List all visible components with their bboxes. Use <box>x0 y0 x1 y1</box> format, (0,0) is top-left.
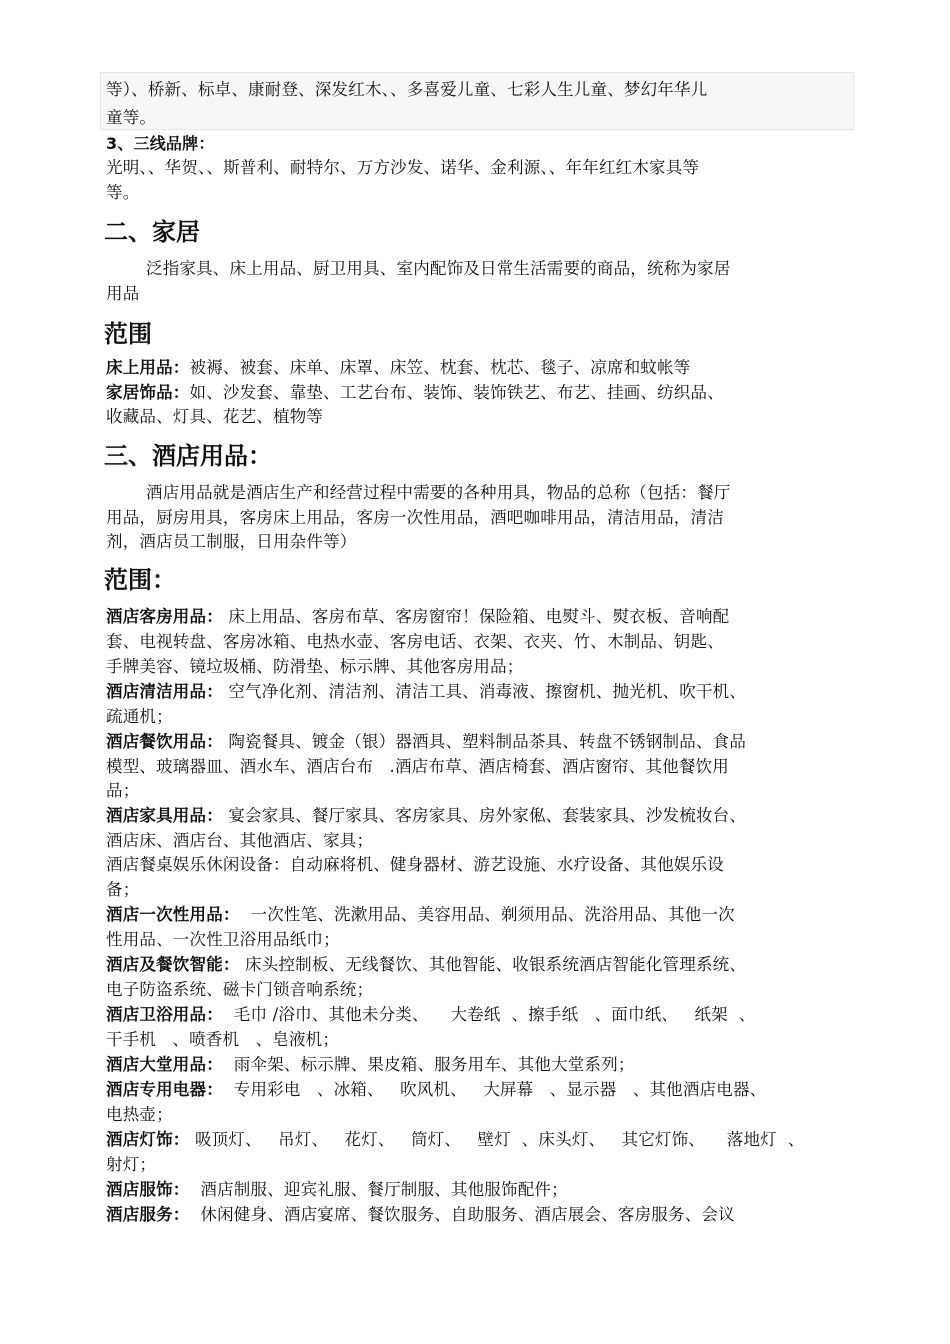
item-text-line: 品； <box>106 781 140 800</box>
item-text-line: 电热壶； <box>106 1105 173 1124</box>
range-item-entertainment: 酒店餐桌娱乐休闲设备：自动麻将机、健身器材、游艺设施、水疗设备、其他娱乐设 <box>106 855 724 874</box>
range-item-decor <box>106 381 724 405</box>
item-text: 空气净化剂、清洁剂、清洁工具、消毒液、擦窗机、抛光机、吹干机、 <box>222 682 747 701</box>
range-item-furniture <box>106 804 746 828</box>
item-label: 酒店一次性用品： <box>106 905 240 924</box>
brand-list-line: 童等。 <box>106 108 157 127</box>
item-text: 雨伞架、标示牌、果皮箱、服务用车、其他大堂系列； <box>222 1055 635 1074</box>
item-text: 毛巾 /浴巾、其他未分类、 大卷纸 、擦手纸 、面巾纸、 纸架 、 <box>222 1005 756 1024</box>
item-label: 酒店清洁用品： <box>106 682 223 701</box>
paragraph-line: 剂，酒店员工制服，日用杂件等） <box>106 532 357 551</box>
item-label: 酒店专用电器： <box>106 1080 223 1099</box>
brand-list-line: 等）、桥新、标卓、康耐登、深发红木、、多喜爱儿童、七彩人生儿童、梦幻年华儿 <box>106 80 708 99</box>
section-heading-home: 二、家居 <box>104 218 200 246</box>
range-item-bathroom <box>106 1003 755 1027</box>
item-text-line: 射灯； <box>106 1155 157 1174</box>
item-text-line: 疏通机； <box>106 707 173 726</box>
range-item-disposable <box>106 903 735 927</box>
item-label: 酒店客房用品： <box>106 607 223 626</box>
item-text: 如、沙发套、靠垫、工艺台布、装饰、装饰铁艺、布艺、挂画、纺织品、 <box>189 383 724 402</box>
range-item-services <box>106 1203 735 1227</box>
range-heading: 范围： <box>104 566 176 594</box>
item-text-line: 套、电视转盘、客房冰箱、电热水壶、客房电话、衣架、衣夹、竹、木制品、钥匙、 <box>106 632 724 651</box>
range-item-apparel <box>106 1178 568 1202</box>
item-text-line: 备； <box>106 880 140 899</box>
range-item-cleaning <box>106 680 746 704</box>
item-label: 酒店卫浴用品： <box>106 1005 223 1024</box>
item-text: 宴会家具、餐厅家具、客房家具、房外家俬、套装家具、沙发梳妆台、 <box>222 806 747 825</box>
range-item-bedding <box>106 356 691 380</box>
item-text: 吸顶灯、 吊灯、 花灯、 筒灯、 壁灯 、床头灯、 其它灯饰、 落地灯 、 <box>189 1130 805 1149</box>
range-item-appliances <box>106 1078 766 1102</box>
paragraph-line: 泛指家具、床上用品、厨卫用具、室内配饰及日常生活需要的商品，统称为家居 <box>146 259 731 278</box>
item-text: 床上用品、客房布草、客房窗帘！保险箱、电熨斗、熨衣板、音响配 <box>222 607 730 626</box>
item-label: 酒店服务： <box>106 1205 190 1224</box>
item-label: 酒店餐饮用品： <box>106 732 223 751</box>
item-text: 专用彩电 、冰箱、 吹风机、 大屏幕 、显示器 、其他酒店电器、 <box>222 1080 767 1099</box>
range-item-room <box>106 605 729 629</box>
third-tier-brand-list: 光明、、华贺、、斯普利、耐特尔、万方沙发、诺华、金利源、、年年红红木家具等 <box>106 158 700 177</box>
range-item-decor-cont: 收藏品、灯具、花艺、植物等 <box>106 407 324 426</box>
item-label: 酒店灯饰： <box>106 1130 190 1149</box>
range-heading: 范围 <box>104 320 152 348</box>
item-label: 酒店大堂用品： <box>106 1055 223 1074</box>
item-text: 床头控制板、无线餐饮、其他智能、收银系统酒店智能化管理系统、 <box>239 955 747 974</box>
item-text: 休闲健身、酒店宴席、餐饮服务、自助服务、酒店展会、客房服务、会议 <box>189 1205 735 1224</box>
third-tier-brand-list: 等。 <box>106 183 140 202</box>
range-item-lobby <box>106 1053 635 1077</box>
range-item-lighting <box>106 1128 804 1152</box>
item-text-line: 模型、玻璃器皿、酒水车、酒店台布 .酒店布草、酒店椅套、酒店窗帘、其他餐饮用 <box>106 757 729 776</box>
item-text: 被褥、被套、床单、床罩、床笠、枕套、枕芯、毯子、凉席和蚊帐等 <box>189 358 691 377</box>
third-tier-brand-heading: 3、三线品牌： <box>106 134 215 153</box>
item-label: 家居饰品： <box>106 383 190 402</box>
paragraph-line: 酒店用品就是酒店生产和经营过程中需要的各种用具，物品的总称（包括：餐厅 <box>146 483 731 502</box>
item-label: 酒店及餐饮智能： <box>106 955 240 974</box>
range-item-smart <box>106 953 746 977</box>
item-text-line: 手牌美容、镜垃圾桶、防滑垫、标示牌、其他客房用品； <box>106 657 524 676</box>
item-text: 陶瓷餐具、镀金（银）器酒具、塑料制品茶具、转盘不锈钢制品、食品 <box>222 732 747 751</box>
item-text-line: 酒店床、酒店台、其他酒店、家具； <box>106 831 374 850</box>
item-label: 酒店服饰： <box>106 1180 190 1199</box>
range-item-dining <box>106 730 746 754</box>
item-text: 酒店制服、迎宾礼服、餐厅制服、其他服饰配件； <box>189 1180 568 1199</box>
paragraph-line: 用品，厨房用具，客房床上用品，客房一次性用品，酒吧咖啡用品，清洁用品，清洁 <box>106 508 724 527</box>
item-label: 酒店家具用品： <box>106 806 223 825</box>
item-label: 床上用品： <box>106 358 190 377</box>
item-text-line: 干手机 、喷香机 、皂液机； <box>106 1030 340 1049</box>
item-text-line: 电子防盗系统、磁卡门锁音响系统； <box>106 980 374 999</box>
item-text: 一次性笔、洗漱用品、美容用品、剃须用品、洗浴用品、其他一次 <box>239 905 735 924</box>
paragraph-line: 用品 <box>106 284 140 303</box>
item-text-line: 性用品、一次性卫浴用品纸巾； <box>106 930 340 949</box>
section-heading-hotel: 三、酒店用品： <box>104 442 272 470</box>
